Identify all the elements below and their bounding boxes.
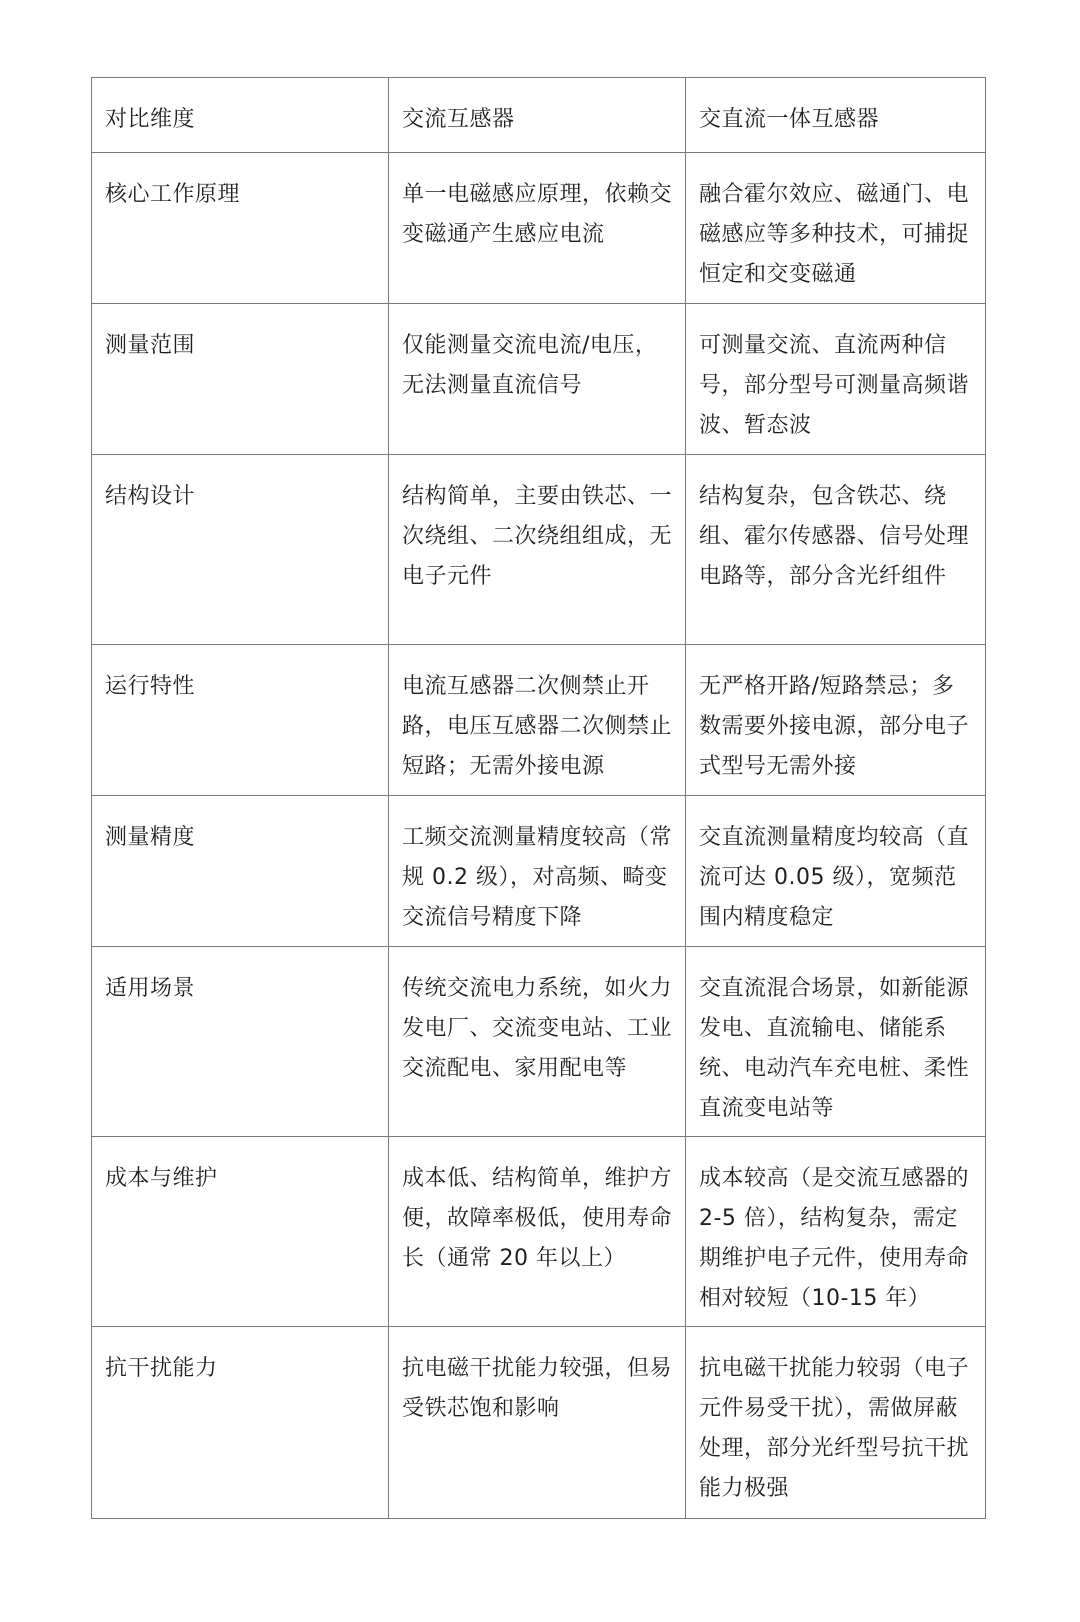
table-header-row (92, 78, 986, 153)
ac-cell: 传统交流电力系统，如火力发电厂、交流变电站、工业交流配电、家用配电等 (389, 947, 686, 1137)
table-row (92, 796, 986, 947)
table-row (92, 153, 986, 304)
dimension-cell: 结构设计 (92, 455, 389, 645)
dimension-cell: 适用场景 (92, 947, 389, 1137)
ac-cell: 单一电磁感应原理，依赖交变磁通产生感应电流 (389, 153, 686, 304)
dimension-cell: 成本与维护 (92, 1137, 389, 1327)
acdc-cell: 成本较高（是交流互感器的 2-5 倍），结构复杂，需定期维护电子元件，使用寿命相对较短（10-15 年） (686, 1137, 986, 1327)
acdc-cell: 无严格开路/短路禁忌；多数需要外接电源，部分电子式型号无需外接 (686, 645, 986, 796)
table-row (92, 455, 986, 645)
ac-cell: 抗电磁干扰能力较强，但易受铁芯饱和影响 (389, 1327, 686, 1519)
dimension-cell: 核心工作原理 (92, 153, 389, 304)
acdc-cell: 可测量交流、直流两种信号，部分型号可测量高频谐波、暂态波 (686, 304, 986, 455)
acdc-cell: 结构复杂，包含铁芯、绕组、霍尔传感器、信号处理电路等，部分含光纤组件 (686, 455, 986, 645)
header-cell-dimension: 对比维度 (92, 78, 389, 153)
header-cell-acdc-transformer: 交直流一体互感器 (686, 78, 986, 153)
ac-cell: 结构简单，主要由铁芯、一次绕组、二次绕组组成，无电子元件 (389, 455, 686, 645)
ac-cell: 仅能测量交流电流/电压，无法测量直流信号 (389, 304, 686, 455)
dimension-cell: 测量范围 (92, 304, 389, 455)
table-row (92, 1137, 986, 1327)
dimension-cell: 运行特性 (92, 645, 389, 796)
ac-cell: 成本低、结构简单，维护方便，故障率极低，使用寿命长（通常 20 年以上） (389, 1137, 686, 1327)
ac-cell: 电流互感器二次侧禁止开路，电压互感器二次侧禁止短路；无需外接电源 (389, 645, 686, 796)
dimension-cell: 抗干扰能力 (92, 1327, 389, 1519)
table-row (92, 645, 986, 796)
comparison-table-container (91, 77, 985, 1519)
table-row (92, 304, 986, 455)
acdc-cell: 融合霍尔效应、磁通门、电磁感应等多种技术，可捕捉恒定和交变磁通 (686, 153, 986, 304)
acdc-cell: 交直流混合场景，如新能源发电、直流输电、储能系统、电动汽车充电桩、柔性直流变电站等 (686, 947, 986, 1137)
acdc-cell: 交直流测量精度均较高（直流可达 0.05 级），宽频范围内精度稳定 (686, 796, 986, 947)
comparison-table (91, 77, 986, 1519)
ac-cell: 工频交流测量精度较高（常规 0.2 级），对高频、畸变交流信号精度下降 (389, 796, 686, 947)
table-row (92, 947, 986, 1137)
dimension-cell: 测量精度 (92, 796, 389, 947)
acdc-cell: 抗电磁干扰能力较弱（电子元件易受干扰），需做屏蔽处理，部分光纤型号抗干扰能力极强 (686, 1327, 986, 1519)
header-cell-ac-transformer: 交流互感器 (389, 78, 686, 153)
table-row (92, 1327, 986, 1519)
